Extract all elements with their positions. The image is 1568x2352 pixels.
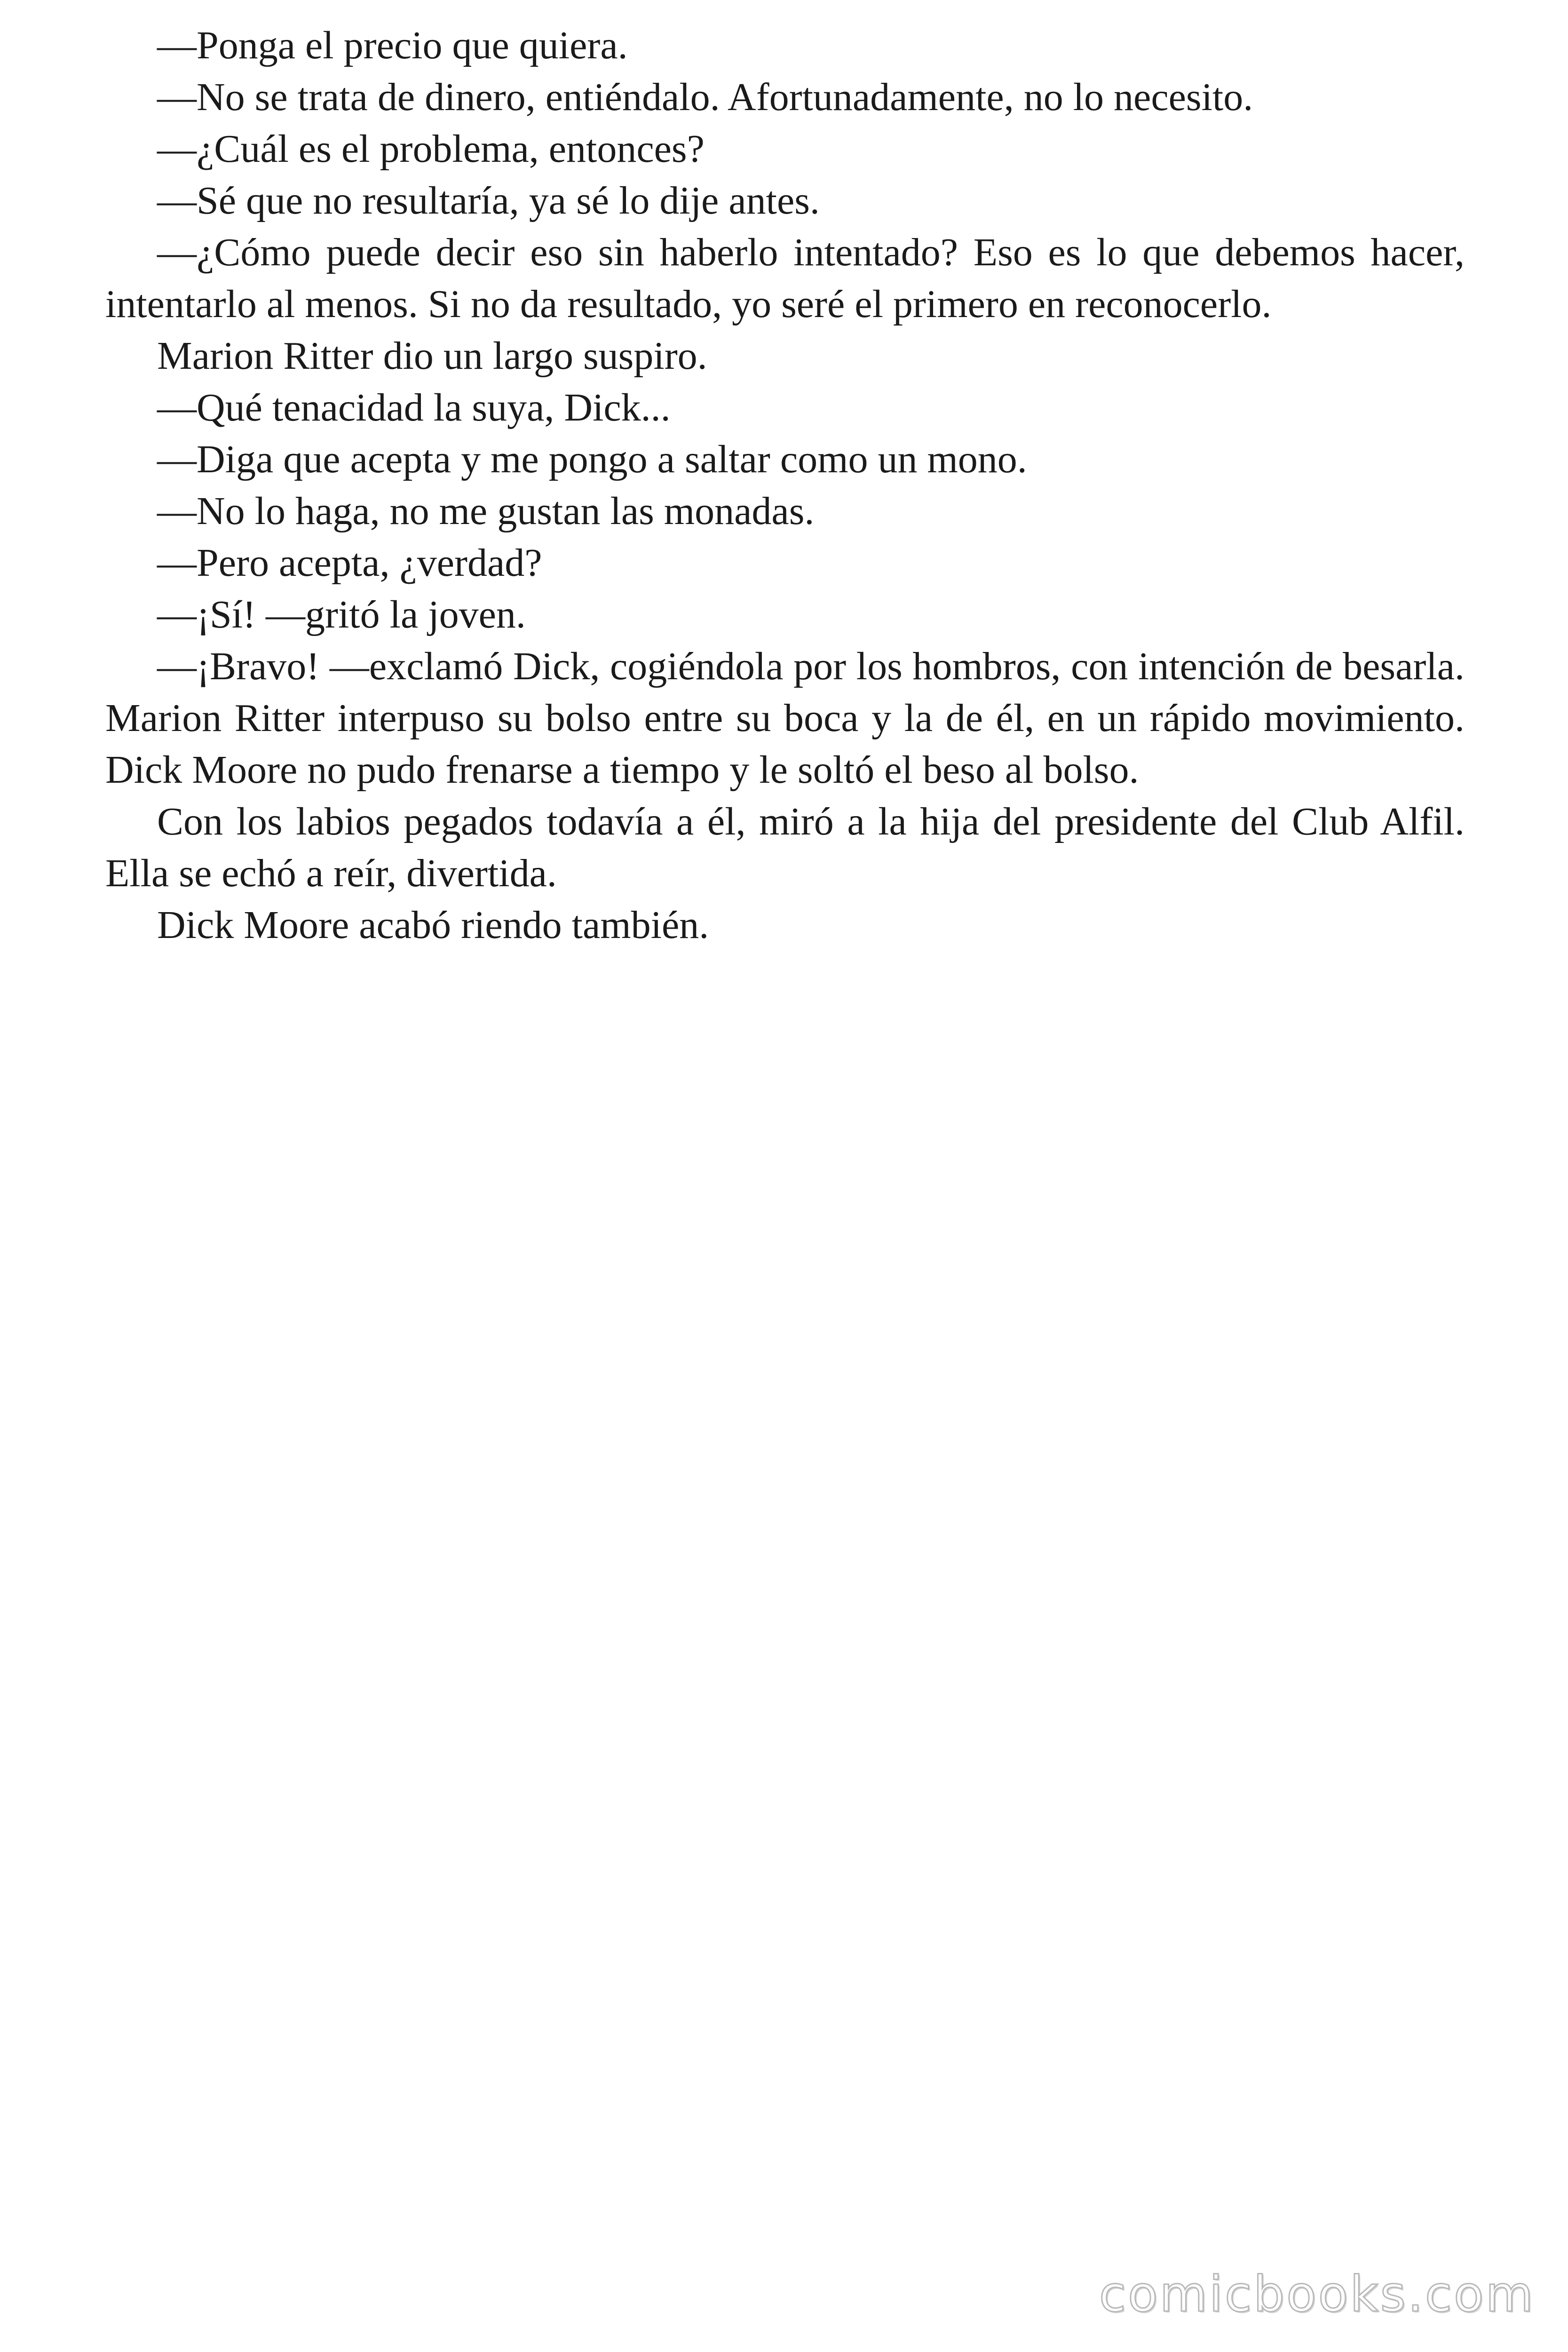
- paragraph: —Pero acepta, ¿verdad?: [157, 541, 542, 585]
- paragraph: —No se trata de dinero, entiéndalo. Afortunadamente, no lo necesito.: [157, 75, 1253, 119]
- body-text: [105, 20, 1465, 951]
- paragraph: —Ponga el precio que quiera.: [157, 24, 628, 67]
- paragraph: —Qué tenacidad la suya, Dick...: [157, 386, 671, 429]
- watermark-logo: comicbooks.com: [1099, 2265, 1535, 2323]
- paragraph: —¿Cuál es el problema, entonces?: [157, 127, 705, 171]
- paragraph: —¡Bravo! —exclamó Dick, cogiéndola por los hombros, con intención de besarla. Marion Ritter interpuso su bolso entre su boca y la de él, en un rápido movimiento. Dick Moore no pudo frenarse a tiempo y le soltó el beso al bolso.: [105, 644, 1465, 792]
- paragraph: —No lo haga, no me gustan las monadas.: [157, 489, 815, 533]
- paragraph: —Diga que acepta y me pongo a saltar como un mono.: [157, 437, 1027, 481]
- paragraph: Marion Ritter dio un largo suspiro.: [157, 334, 707, 378]
- paragraph: —Sé que no resultaría, ya sé lo dije antes.: [157, 179, 820, 222]
- paragraph: —¿Cómo puede decir eso sin haberlo intentado? Eso es lo que debemos hacer, intentarlo al menos. Si no da resultado, yo seré el primero en reconocerlo.: [105, 230, 1465, 326]
- paragraph: —¡Sí! —gritó la joven.: [157, 593, 526, 636]
- paragraph: Con los labios pegados todavía a él, miró a la hija del presidente del Club Alfil. Ella se echó a reír, divertida.: [105, 800, 1465, 895]
- paragraph: Dick Moore acabó riendo también.: [157, 903, 709, 947]
